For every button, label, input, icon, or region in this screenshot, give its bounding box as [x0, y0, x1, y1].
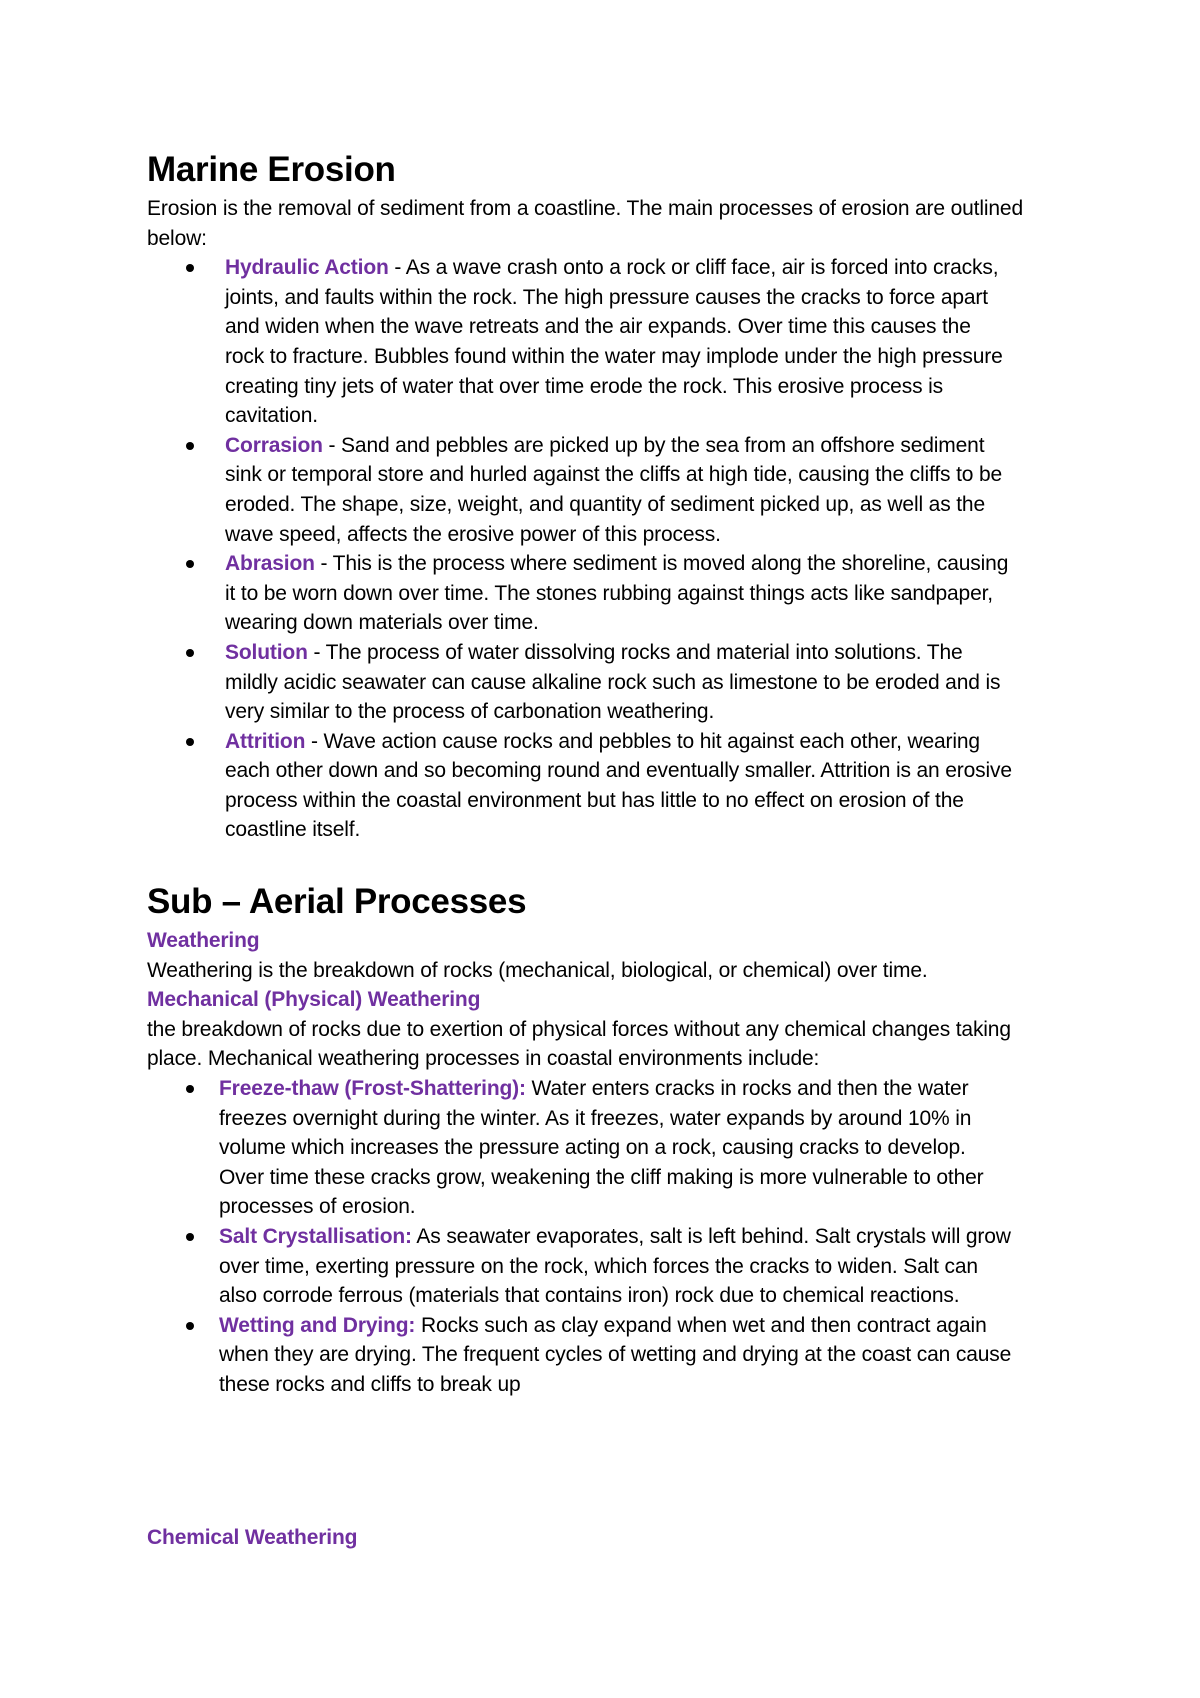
list-item: [219, 1074, 1013, 1222]
process-description: - This is the process where sediment is moved along the shoreline, causing it to be worn down over time. The stones rubbing against things acts like sandpaper, wearing down materials over time.: [225, 552, 1009, 635]
process-term: Wetting and Drying:: [219, 1313, 416, 1337]
marine-erosion-section: [147, 150, 1067, 845]
list-item: [225, 549, 1013, 638]
process-term: Abrasion: [225, 552, 315, 576]
mechanical-weathering-heading: Mechanical (Physical) Weathering: [147, 988, 481, 1012]
process-term: Corrasion: [225, 433, 323, 457]
process-term: Attrition: [225, 729, 306, 753]
mechanical-weathering-text: the breakdown of rocks due to exertion of physical forces without any chemical changes taking place. Mechanical weathering processes in coastal environments include:: [147, 1017, 1011, 1071]
weathering-process-list: [147, 1074, 1013, 1400]
weathering-heading: Weathering: [147, 929, 260, 952]
process-term: Hydraulic Action: [225, 256, 389, 280]
list-item: [225, 253, 1013, 431]
list-item: [219, 1222, 1013, 1311]
marine-erosion-intro: Erosion is the removal of sediment from a coastline. The main processes of erosion are outlined below:: [147, 197, 1023, 250]
process-description: - Wave action cause rocks and pebbles to hit against each other, wearing each other down and so becoming round and eventually smaller. Attrition is an erosive process within the coastal environment but has little to no effect on erosion of the coastline itself.: [225, 729, 1012, 842]
list-item: [225, 431, 1013, 549]
chemical-weathering-section: [147, 1523, 1067, 1553]
process-term: Salt Crystallisation:: [219, 1224, 412, 1248]
bullet-icon: [186, 560, 194, 568]
bullet-icon: [186, 442, 194, 450]
chemical-weathering-heading: Chemical Weathering: [147, 1526, 358, 1549]
process-description: - As a wave crash onto a rock or cliff face, air is forced into cracks, joints, and faults within the rock. The high pressure causes the cracks to force apart and widen when the wave retreats and the air expands. Over time this causes the rock to fracture. Bubbles found within the water may implode under the high pressure creating tiny jets of water that over time erode the rock. This erosive process is cavitation.: [225, 256, 1003, 428]
bullet-icon: [186, 738, 194, 746]
bullet-icon: [186, 649, 194, 657]
bullet-icon: [186, 264, 194, 272]
erosion-process-list: [147, 253, 1013, 845]
list-item: [219, 1311, 1013, 1400]
process-description: - The process of water dissolving rocks and material into solutions. The mildly acidic seawater can cause alkaline rock such as limestone to be eroded and is very similar to the process of carbonation weathering.: [225, 640, 1001, 724]
process-description: As seawater evaporates, salt is left behind. Salt crystals will grow over time, exerting pressure on the rock, which forces the cracks to widen. Salt can also corrode ferrous (materials that contains iron) rock due to chemical reactions.: [219, 1224, 1011, 1308]
list-item: [225, 638, 1013, 727]
subaerial-section: [147, 882, 1067, 1400]
list-item: [225, 727, 1013, 845]
subaerial-title: Sub – Aerial Processes: [147, 882, 527, 921]
process-description: Rocks such as clay expand when wet and then contract again when they are drying. The frequent cycles of wetting and drying at the coast can cause these rocks and cliffs to break up: [219, 1313, 1012, 1396]
bullet-icon: [186, 1085, 194, 1093]
process-term: Solution: [225, 640, 308, 664]
process-description: Water enters cracks in rocks and then the water freezes overnight during the winter. As it freezes, water expands by around 10% in volume which increases the pressure acting on a rock, causing cracks to develop. Over time these cracks grow, weakening the cliff making is more vulnerable to other processes of erosion.: [219, 1076, 984, 1219]
process-description: - Sand and pebbles are picked up by the sea from an offshore sediment sink or temporal store and hurled against the cliffs at high tide, causing the cliffs to be eroded. The shape, size, weight, and quantity of sediment picked up, as well as the wave speed, affects the erosive power of this process.: [225, 433, 1003, 546]
marine-erosion-title: Marine Erosion: [147, 150, 396, 189]
bullet-icon: [186, 1233, 194, 1241]
bullet-icon: [186, 1322, 194, 1330]
process-term: Freeze-thaw (Frost-Shattering):: [219, 1076, 526, 1100]
weathering-text: Weathering is the breakdown of rocks (mechanical, biological, or chemical) over time.: [147, 958, 928, 982]
